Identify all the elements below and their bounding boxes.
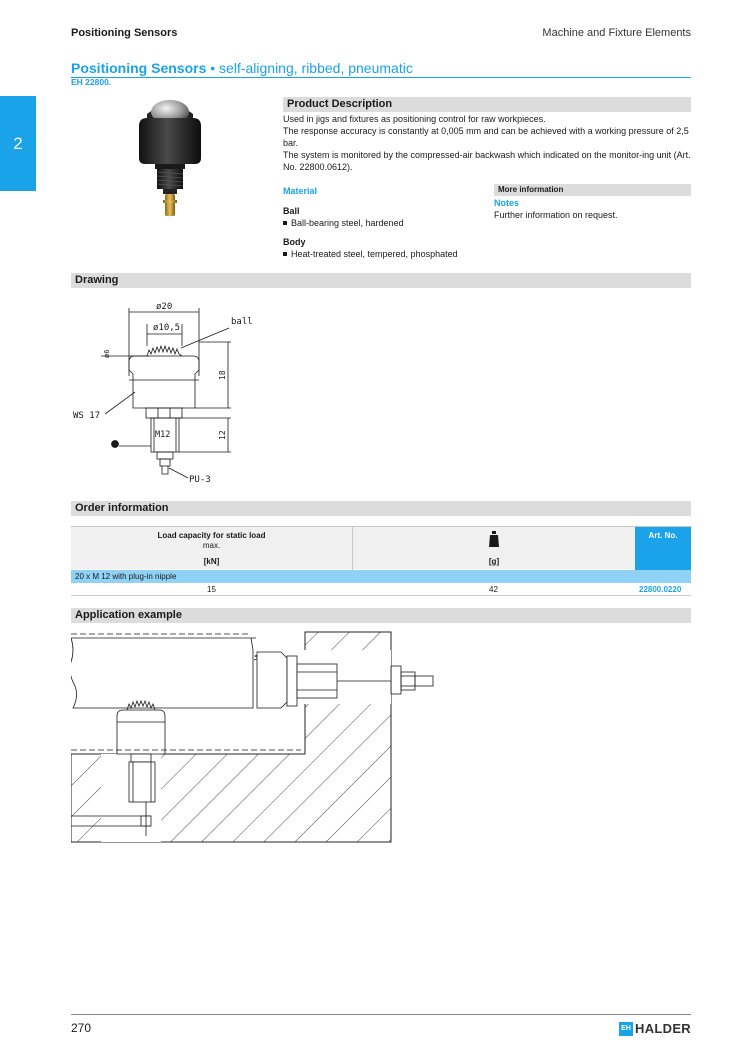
col-load-title: Load capacity for static load [157, 531, 266, 540]
section-product-description: Product Description [283, 97, 691, 112]
dim-d20: ø20 [156, 302, 173, 312]
brand-name: HALDER [635, 1021, 691, 1036]
section-order-information: Order information [71, 501, 691, 516]
col-load-sub: max. [202, 541, 221, 550]
cell-art-no[interactable]: 22800.0220 [639, 585, 682, 594]
label-m12: M12 [155, 430, 171, 440]
product-code: EH 22800. [71, 77, 112, 87]
section-drawing: Drawing [71, 273, 691, 288]
dim-d6: ø6 [103, 349, 111, 358]
material-ball-label: Ball [283, 206, 300, 216]
product-description-text [283, 113, 691, 173]
col-load [71, 527, 353, 570]
chapter-tab[interactable]: 2 [0, 96, 36, 191]
table-row[interactable] [71, 583, 691, 596]
weight-icon [488, 531, 500, 547]
brand-logo [619, 1021, 691, 1036]
section-application-example: Application example [71, 608, 691, 623]
cell-weight: 42 [489, 585, 498, 594]
title-rest: • self-aligning, ribbed, pneumatic [206, 60, 413, 76]
dim-12: 12 [218, 430, 227, 440]
notes-text: Further information on request. [494, 210, 618, 220]
material-heading: Material [283, 186, 318, 196]
notes-heading: Notes [494, 198, 520, 208]
title-bold: Positioning Sensors [71, 60, 207, 76]
more-information-bar: More information [494, 184, 691, 196]
cell-load: 15 [207, 585, 216, 594]
order-table [71, 526, 691, 594]
application-drawing [71, 630, 441, 844]
col-art-no: Art. No. [635, 527, 691, 570]
label-pu3: PU-3 [189, 475, 211, 485]
order-group-row: 20 x M 12 with plug-in nipple [71, 570, 691, 583]
description-line: Used in jigs and fixtures as positioning control for raw workpieces. [283, 114, 546, 124]
description-line: The response accuracy is constantly at 0,005 mm and can be achieved with a working pressure of 2,5 bar. [283, 126, 689, 148]
page-title [71, 60, 691, 78]
col-weight [353, 527, 635, 570]
header-section-title: Positioning Sensors [71, 27, 178, 39]
material-body-label: Body [283, 237, 306, 247]
label-ball: ball [231, 317, 253, 327]
brand-mark: EH [619, 1022, 633, 1036]
material-ball-item: Ball-bearing steel, hardened [283, 218, 404, 228]
col-load-unit: [kN] [203, 557, 220, 566]
col-weight-unit: [g] [488, 557, 500, 566]
dim-d105: ø10,5 [153, 323, 181, 333]
page-number: 270 [71, 1021, 92, 1035]
order-table-header [71, 526, 691, 569]
dim-18: 18 [218, 370, 227, 380]
description-line: The system is monitored by the compressed-air backwash which indicated on the monitor-ing unit (Art. No. 22800.0612). [283, 150, 691, 172]
footer-divider [71, 1014, 691, 1015]
header-catalog-title: Machine and Fixture Elements [542, 27, 691, 39]
label-ws17: WS 17 [73, 411, 101, 421]
technical-drawing [71, 296, 271, 492]
material-body-item: Heat-treated steel, tempered, phosphated [283, 249, 458, 259]
product-photo [125, 96, 215, 226]
